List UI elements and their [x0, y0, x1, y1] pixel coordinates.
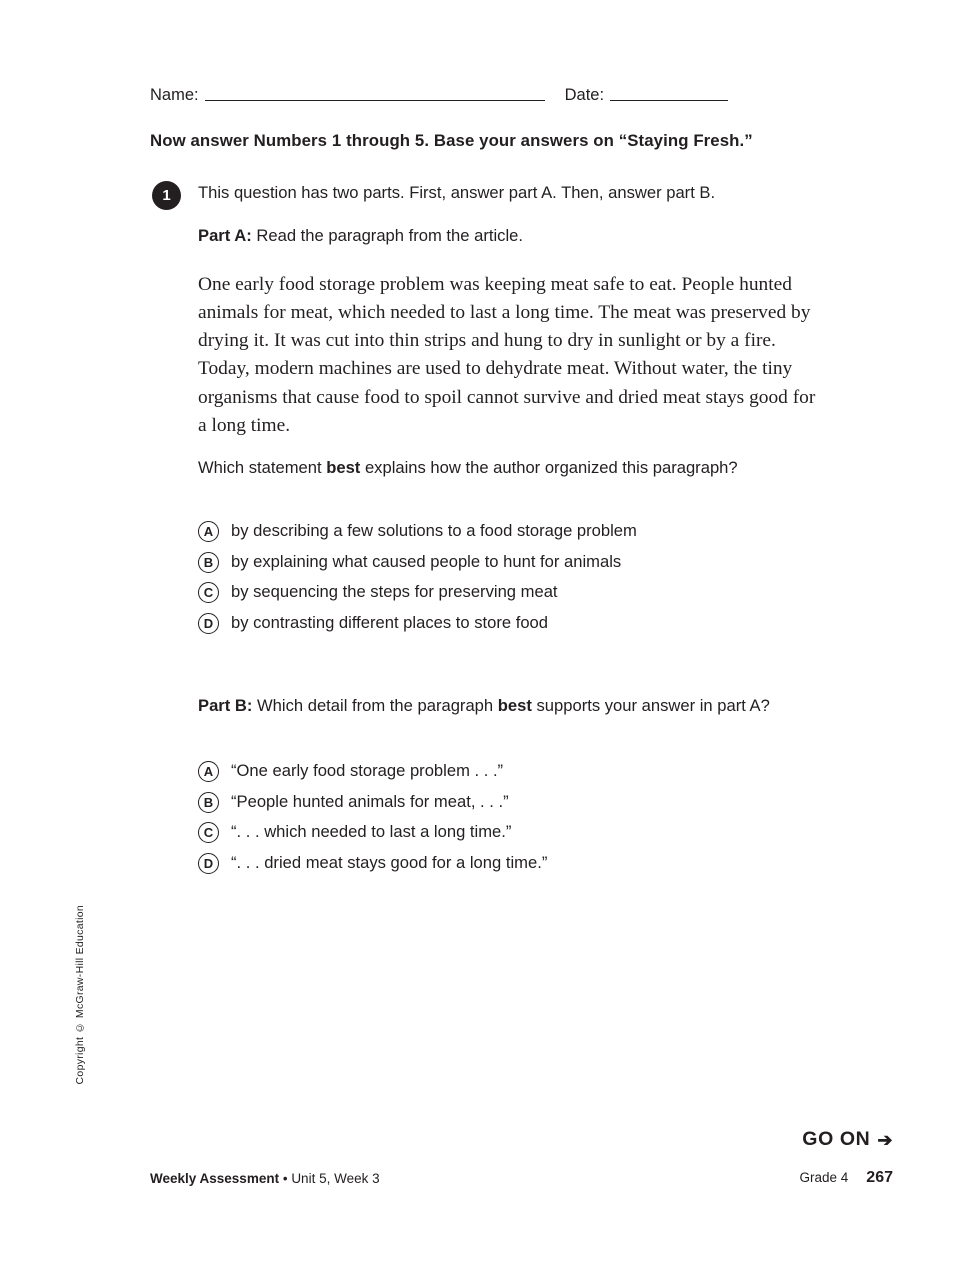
- choice-bubble-c[interactable]: C: [198, 582, 219, 603]
- footer-separator: •: [279, 1171, 292, 1186]
- date-write-in-line[interactable]: [610, 100, 728, 101]
- question-stem: This question has two parts. First, answer part A. Then, answer part B.: [198, 183, 716, 202]
- choice-bubble-b[interactable]: B: [198, 792, 219, 813]
- part-b-heading: [198, 694, 823, 718]
- footer-left: [150, 1171, 380, 1186]
- part-a-choice-list: [198, 520, 858, 642]
- choice-bubble-d[interactable]: D: [198, 853, 219, 874]
- footer-unit-week: Unit 5, Week 3: [291, 1171, 380, 1186]
- choice-row[interactable]: [198, 852, 858, 874]
- arrow-right-icon: ➔: [877, 1129, 893, 1150]
- prompt-part-2: explains how the author organized this paragraph?: [360, 458, 738, 477]
- prompt-emphasis: best: [326, 458, 361, 477]
- choice-label: “One early food storage problem . . .”: [231, 761, 504, 780]
- part-a-heading: [198, 226, 858, 246]
- choice-bubble-c[interactable]: C: [198, 822, 219, 843]
- choice-row[interactable]: [198, 821, 858, 843]
- choice-bubble-d[interactable]: D: [198, 613, 219, 634]
- question-number-badge: 1: [152, 181, 181, 210]
- choice-bubble-a[interactable]: A: [198, 521, 219, 542]
- article-excerpt: One early food storage problem was keeping meat safe to eat. People hunted animals for meat, which needed to last a long time. The meat was preserved by drying it. It was cut into thin strips and hung to dry in sunlight or by a fire. Today, modern machines are used to dehydrate meat. Without water, the tiny organisms that cause food to spoil cannot survive and dried meat stays good for a long time.: [198, 274, 816, 436]
- footer-assessment-title: Weekly Assessment: [150, 1171, 280, 1186]
- part-b-label: Part B:: [198, 696, 253, 715]
- part-b-emphasis: best: [497, 696, 532, 715]
- choice-bubble-b[interactable]: B: [198, 552, 219, 573]
- choice-row[interactable]: [198, 581, 858, 603]
- footer-grade: Grade 4: [799, 1170, 849, 1185]
- prompt-part-1: Which statement: [198, 458, 327, 477]
- choice-label: by sequencing the steps for preserving meat: [231, 582, 558, 601]
- part-b-choice-list: [198, 760, 858, 882]
- choice-label: “People hunted animals for meat, . . .”: [231, 791, 509, 811]
- part-a-label: Part A:: [198, 226, 252, 245]
- go-on-indicator: [802, 1128, 893, 1151]
- question-prompt: [198, 456, 778, 480]
- name-write-in-line[interactable]: [205, 100, 545, 101]
- choice-row[interactable]: [198, 520, 858, 542]
- choice-label: “. . . dried meat stays good for a long time.”: [231, 852, 548, 872]
- directions-text: Now answer Numbers 1 through 5. Base your answers on “Staying Fresh.”: [150, 131, 753, 150]
- choice-bubble-a[interactable]: A: [198, 761, 219, 782]
- choice-row[interactable]: [198, 791, 858, 813]
- name-label: Name:: [150, 86, 199, 104]
- choice-label: “. . . which needed to last a long time.”: [231, 822, 512, 841]
- choice-label: by contrasting different places to store food: [231, 612, 549, 632]
- part-b-part-2: supports your answer in part A?: [531, 696, 770, 715]
- page-number: 267: [866, 1169, 893, 1186]
- choice-label: by describing a few solutions to a food storage problem: [231, 521, 637, 540]
- choice-row[interactable]: [198, 760, 858, 782]
- choice-row[interactable]: [198, 612, 858, 634]
- choice-row[interactable]: [198, 551, 858, 573]
- footer-right: [800, 1169, 893, 1187]
- part-a-instruction: Read the paragraph from the article.: [251, 226, 523, 245]
- part-b-part-1: Which detail from the paragraph: [252, 696, 498, 715]
- choice-label: by explaining what caused people to hunt for animals: [231, 551, 622, 571]
- go-on-label: GO ON: [802, 1128, 871, 1150]
- copyright-notice: Copyright © McGraw-Hill Education: [74, 905, 86, 1085]
- name-date-row: [150, 86, 810, 105]
- date-label: Date:: [564, 86, 605, 104]
